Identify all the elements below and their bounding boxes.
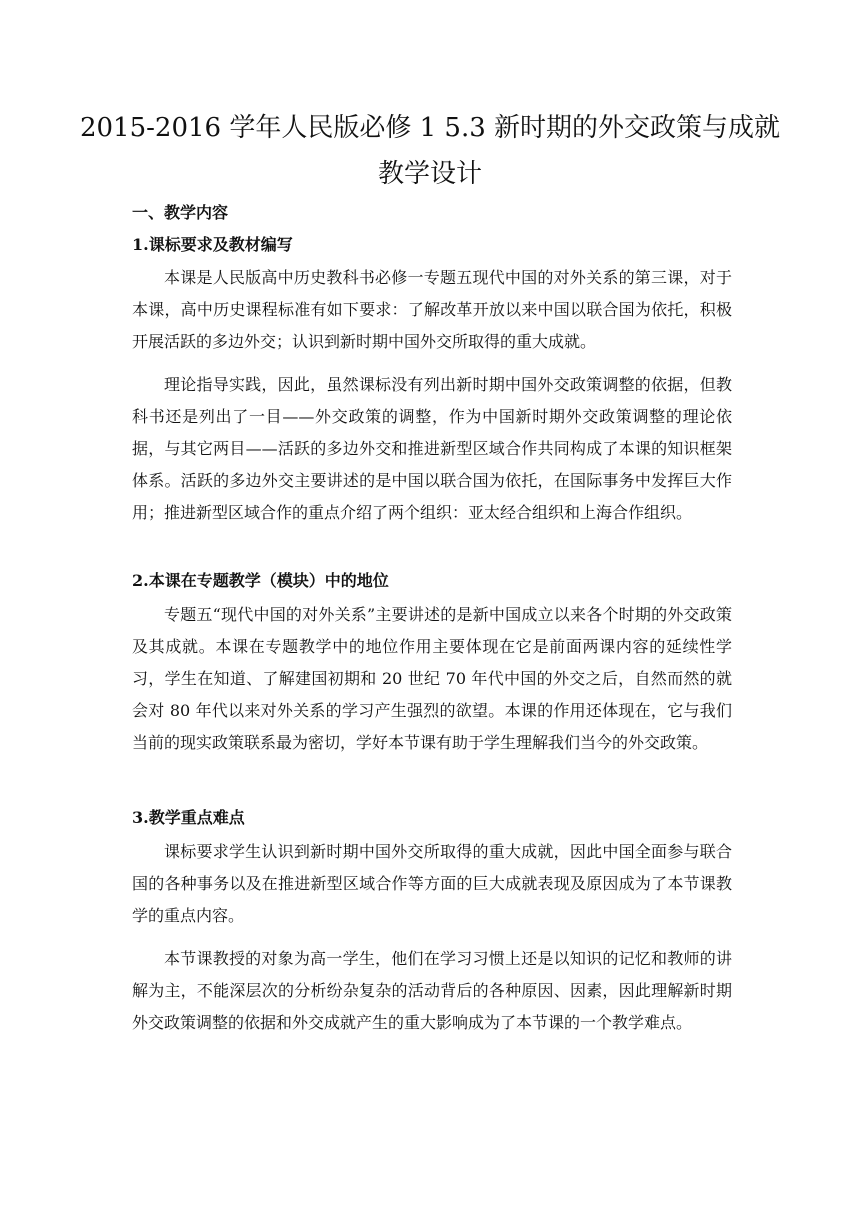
paragraph-textbook-structure: 理论指导实践，因此，虽然课标没有列出新时期中国外交政策调整的依据，但教科书还是列出了一目——外交政策的调整，作为中国新时期外交政策调整的理论依据，与其它两目——活跃的多边外交和推进新型区域合作共同构成了本课的知识框架体系。活跃的多边外交主要讲述的是中国以联合国为依托，在国际事务中发挥巨大作用；推进新型区域合作的重点介绍了两个组织：亚太经合组织和上海合作组织。 — [132, 375, 732, 522]
subsection-heading-position: 2.本课在专题教学（模块）中的地位 — [132, 571, 389, 590]
paragraph-difficult-point: 本节课教授的对象为高一学生，他们在学习习惯上还是以知识的记忆和教师的讲解为主，不能深层次的分析纷杂复杂的活动背后的各种原因、因素，因此理解新时期外交政策调整的依据和外交成就产生的重大影响成为了本节课的一个教学难点。 — [132, 949, 732, 1032]
section-heading-teaching-content: 一、教学内容 — [132, 203, 229, 222]
paragraph-lesson-position: 专题五“现代中国的对外关系”主要讲述的是新中国成立以来各个时期的外交政策及其成就。本课在专题教学中的地位作用主要体现在它是前面两课内容的延续性学习，学生在知道、了解建国初期和 20 世纪 70 年代中国的外交之后，自然而然的就会对 80 年代以来对外关系的学习产生强烈的欲望。本课的作用还体现在，它与我们当前的现实政策联系最为密切，学好本节课有助于学生理解我们当今的外交政策。 — [132, 605, 732, 752]
paragraph-curriculum-requirements: 本课是人民版高中历史教科书必修一专题五现代中国的对外关系的第三课，对于本课，高中历史课程标准有如下要求：了解改革开放以来中国以联合国为依托，积极开展活跃的多边外交；认识到新时期中国外交所取得的重大成就。 — [132, 268, 732, 351]
subsection-heading-key-points: 3.教学重点难点 — [132, 808, 245, 827]
document-title: 2015-2016 学年人民版必修 1 5.3 新时期的外交政策与成就 — [79, 113, 781, 143]
paragraph-key-point: 课标要求学生认识到新时期中国外交所取得的重大成就，因此中国全面参与联合国的各种事务以及在推进新型区域合作等方面的巨大成就表现及原因成为了本节课教学的重点内容。 — [132, 842, 732, 925]
document-subtitle: 教学设计 — [377, 159, 482, 189]
subsection-heading-curriculum: 1.课标要求及教材编写 — [132, 235, 293, 254]
